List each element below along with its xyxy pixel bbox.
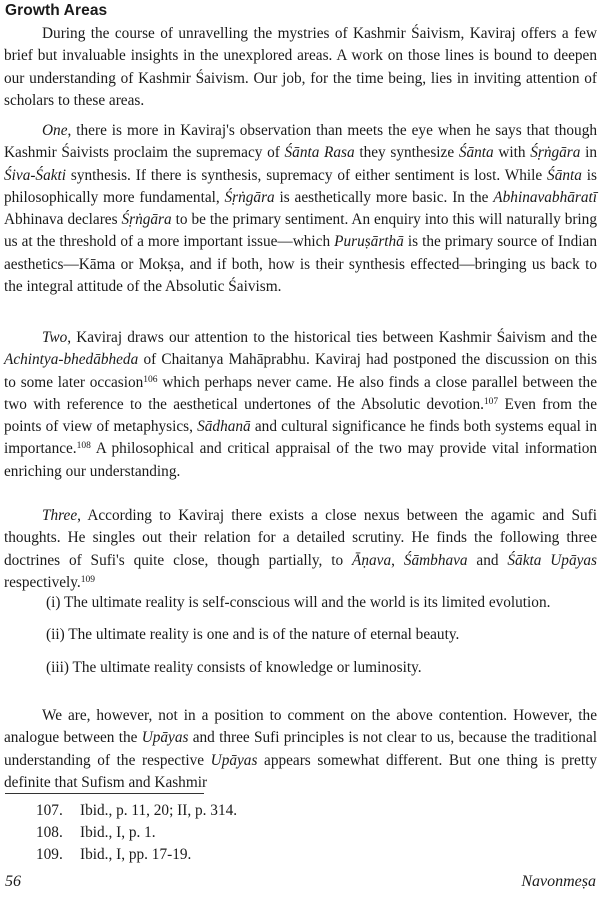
list-item-text: (ii) The ultimate reality is one and is of the nature of eternal beauty. <box>46 626 460 644</box>
italic-term: Sādhanā <box>197 418 251 436</box>
italic-term: Three <box>42 507 78 524</box>
italic-term: Śiva-Śakti <box>4 166 67 184</box>
italic-term: Śāmbhava <box>403 551 468 569</box>
paragraph-text: A philosophical and critical appraisal of the two may provide vital information enriching our understanding. <box>4 440 597 480</box>
list-item <box>46 657 592 679</box>
footnote-number: 107. <box>36 802 63 819</box>
list-item-text: (iii) The ultimate reality consists of knowledge or luminosity. <box>46 658 422 676</box>
paragraph-text: in <box>580 144 598 162</box>
paragraph-text: Abhinava declares <box>4 211 122 229</box>
paragraph-contention <box>4 705 597 794</box>
italic-term: Śānta <box>458 144 494 162</box>
paragraph-text: is the primary source of Indian aesthetics—Kāma or Mokṣa, and if both, how is their synthesis effected—bringing us back to the integral attitude of the Absolutic Śaivism. <box>4 233 597 296</box>
italic-term: Śṛṅgāra <box>224 188 275 206</box>
paragraph-text: and three Sufi principles is not clear to us, because the traditional understanding of the respective <box>4 729 597 769</box>
italic-term: Śānta <box>547 166 582 184</box>
italic-term: Two <box>42 329 68 346</box>
paragraph-text: respectively. <box>4 573 81 591</box>
list-item-text: (i) The ultimate reality is self-conscious will and the world is its limited evolution. <box>46 594 551 611</box>
paragraph-text: to be the primary sentiment. An enquiry into this will naturally bring us at the threshold of a more important issue—which <box>4 211 597 251</box>
footnote <box>36 822 156 844</box>
italic-term: Puruṣārthā <box>334 233 404 251</box>
footnote <box>36 800 237 822</box>
italic-term: Śākta Upāyas <box>507 551 597 569</box>
italic-term: Upāyas <box>210 751 258 769</box>
paragraph-text: Even from the points of view of metaphysics, <box>4 395 597 436</box>
italic-term: Achintya-bhedābheda <box>4 351 139 369</box>
paragraph-text: of Chaitanya Mahāprabhu. Kaviraj had postponed the discussion on this to some later occasion <box>4 351 597 391</box>
footnote-ref: 109 <box>80 574 95 585</box>
running-title: Navonmeṣa <box>521 873 596 890</box>
list-item <box>46 592 592 614</box>
paragraph-text: with <box>493 144 531 162</box>
italic-term: Abhinavabhāratī <box>493 188 597 206</box>
paragraph-three <box>4 505 597 594</box>
paragraph-text: and cultural significance he finds both systems equal in importance. <box>4 418 597 458</box>
paragraph-text: is philosophically more fundamental, <box>4 166 597 206</box>
italic-term: Śānta Rasa <box>284 144 355 162</box>
paragraph-text: During the course of unravelling the mystries of Kashmir Śaivism, Kaviraj offers a few brief but invaluable insights in the unexplored areas. A work on those lines is bound to deepen our understanding of Kashmir Śaivism. Our job, for the time being, lies in inviting attention of scholars to these areas. <box>4 25 597 109</box>
paragraph-text: synthesis. If there is synthesis, supremacy of either sentiment is lost. While <box>66 166 548 184</box>
paragraph-text: which perhaps never came. He also finds a close parallel between the two with reference to the aesthetical undertones of the Absolutic devotion. <box>4 373 597 413</box>
paragraph-text: , According to Kaviraj there exists a close nexus between the agamic and Sufi thoughts. He singles out their relation for a detailed scrutiny. He finds the following three doctrines of Sufi's quite close, though partially, to <box>4 507 597 569</box>
page-number: 56 <box>5 873 21 890</box>
italic-term: Āṇava <box>352 551 392 569</box>
footnote-ref: 107 <box>483 396 499 407</box>
footnote-text: Ibid., I, pp. 17-19. <box>80 846 192 863</box>
paragraph-two <box>4 327 597 483</box>
paragraph-one <box>4 120 597 298</box>
italic-term: One <box>42 122 68 139</box>
paragraph-text: appears somewhat different. But one thing is pretty definite that Sufism and Kashmir <box>4 751 597 791</box>
footnote-divider <box>5 793 204 794</box>
footnote-number: 109. <box>36 846 63 863</box>
footnote-ref: 108 <box>76 441 91 452</box>
list-item <box>46 624 592 646</box>
footnote <box>36 844 191 866</box>
doctrine-list <box>46 592 592 679</box>
italic-term: Upāyas <box>141 729 189 747</box>
paragraph-text: , <box>391 551 404 569</box>
footnote-number: 108. <box>36 824 63 841</box>
italic-term: Śṛṅgāra <box>530 144 581 162</box>
paragraph-text: , there is more in Kaviraj's observation than meets the eye when he says that though Kashmir Śaivists proclaim the supremacy of <box>4 122 597 162</box>
footnote-text: Ibid., I, p. 1. <box>80 824 156 841</box>
paragraph-text: they synthesize <box>354 144 459 162</box>
paragraph-text: is aesthetically more basic. In the <box>274 188 494 206</box>
paragraph-intro <box>4 23 597 112</box>
italic-term: Śṛṅgāra <box>121 211 172 229</box>
paragraph-text: , Kaviraj draws our attention to the historical ties between Kashmir Śaivism and the <box>67 329 597 346</box>
footnote-ref: 106 <box>143 374 158 385</box>
section-heading: Growth Areas <box>5 2 108 19</box>
paragraph-text: We are, however, not in a position to comment on the above contention. However, the analogue between the <box>4 707 597 747</box>
paragraph-text: and <box>467 551 508 569</box>
footnote-text: Ibid., p. 11, 20; II, p. 314. <box>80 802 238 819</box>
